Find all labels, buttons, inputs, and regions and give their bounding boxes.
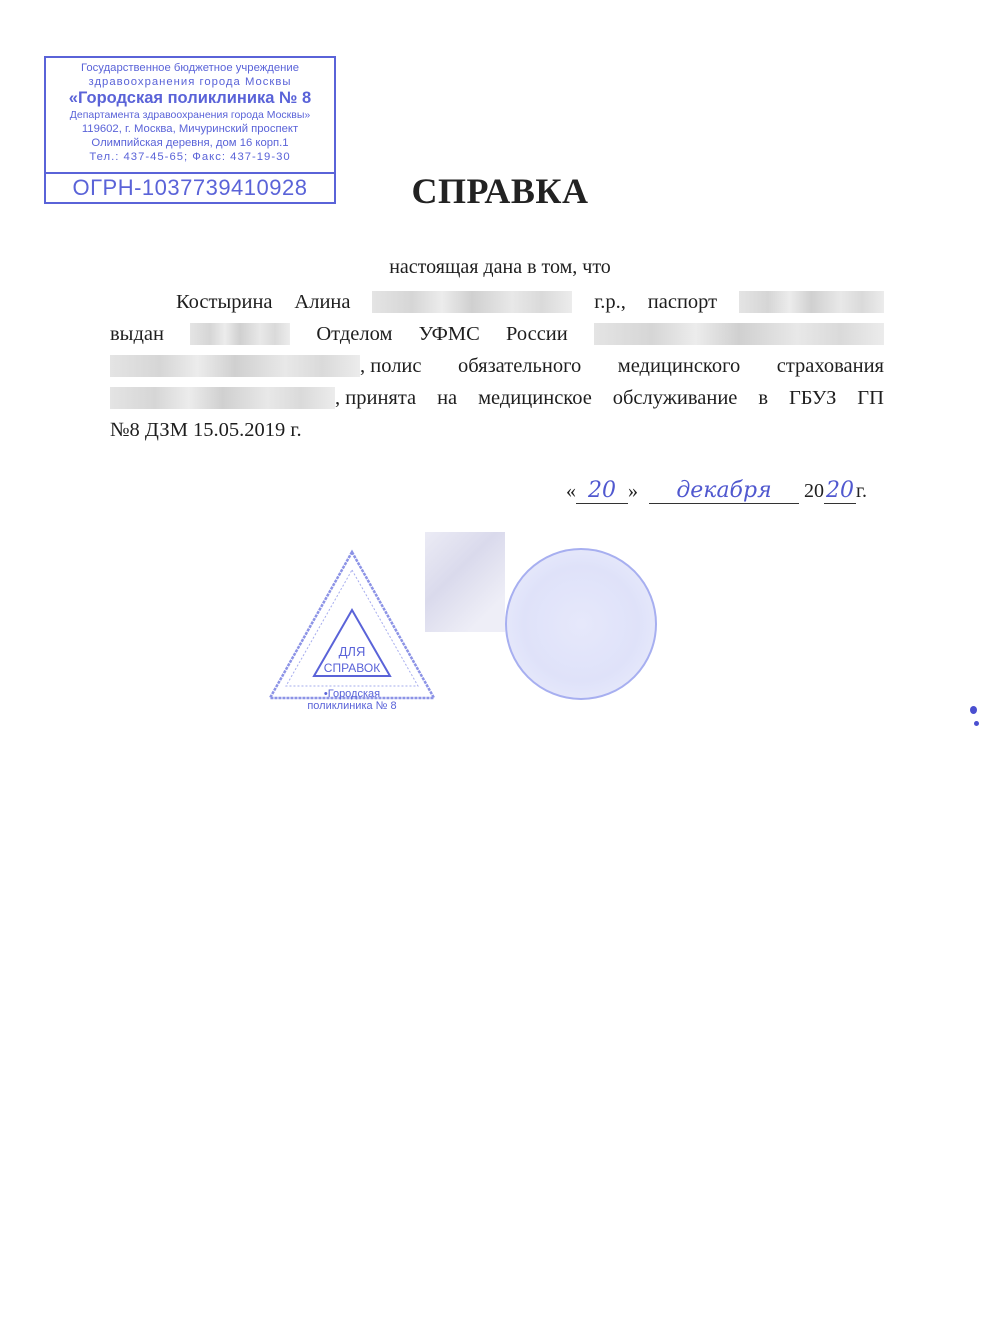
svg-text:СПРАВОК: СПРАВОК [323, 661, 381, 675]
svg-text:поликлиника № 8: поликлиника № 8 [307, 700, 397, 712]
handwritten-year: 20 [826, 478, 854, 503]
document-title: СПРАВКА [411, 171, 589, 211]
text: ГП [857, 387, 884, 409]
redacted-block [110, 387, 335, 409]
text: УФМС [418, 323, 480, 345]
stamp-line: Департамента здравоохранения города Москвы» [69, 109, 311, 121]
redacted-block [372, 291, 572, 313]
redacted-block [110, 355, 360, 377]
stamp-line: здравоохранения города Москвы [88, 76, 292, 88]
year-prefix: 20 [804, 480, 824, 502]
triangle-stamp-icon [262, 548, 442, 718]
text: страхования [776, 355, 884, 377]
ink-dot [970, 706, 977, 714]
svg-text:•Городская: •Городская [323, 688, 381, 700]
text: обязательного [457, 355, 582, 377]
round-seal-redacted [505, 548, 657, 700]
first-name: Алина [294, 291, 351, 313]
text: выдан [110, 323, 164, 345]
body-line [110, 286, 884, 318]
year-suffix: г. [856, 480, 867, 502]
redacted-block [739, 291, 884, 313]
stamp-address: 119602, г. Москва, Мичуринский проспект [81, 123, 299, 135]
stamp-clinic-name: «Городская поликлиника № 8 [68, 89, 312, 107]
registration-date-text: №8 ДЗМ 15.05.2019 г. [110, 419, 302, 441]
document-subtitle: настоящая дана в том, что [389, 256, 611, 278]
text: Отделом [316, 323, 393, 345]
body-line [110, 350, 884, 382]
text: , принята [335, 387, 417, 409]
quote: » [628, 480, 638, 502]
quote: « [566, 480, 576, 502]
redacted-block [190, 323, 290, 345]
text: обслуживание [612, 387, 738, 409]
handwritten-month: декабря [649, 478, 799, 504]
ink-dot [974, 721, 979, 726]
stamp-phone: Тел.: 437-45-65; Факс: 437-19-30 [89, 151, 291, 163]
stamp-address: Олимпийская деревня, дом 16 корп.1 [91, 137, 289, 149]
text: России [505, 323, 568, 345]
text: ГБУЗ [788, 387, 837, 409]
text: , полис [360, 355, 422, 377]
text: паспорт [647, 291, 718, 313]
issue-date [566, 478, 867, 504]
body-line [110, 414, 884, 446]
text: г.р., [594, 291, 626, 313]
text: медицинского [617, 355, 741, 377]
redacted-signature [425, 532, 505, 632]
redacted-block [594, 323, 884, 345]
surname: Костырина [176, 291, 273, 313]
body-line [110, 382, 884, 414]
handwritten-day: 20 [576, 478, 628, 504]
text: на [437, 387, 458, 409]
stamp-line: Государственное бюджетное учреждение [81, 62, 299, 74]
text: в [758, 387, 769, 409]
text: медицинское [478, 387, 592, 409]
document-body [110, 286, 884, 446]
stamp-ogrn: ОГРН-1037739410928 [72, 175, 308, 200]
svg-text:ДЛЯ: ДЛЯ [338, 644, 366, 659]
body-line [110, 318, 884, 350]
